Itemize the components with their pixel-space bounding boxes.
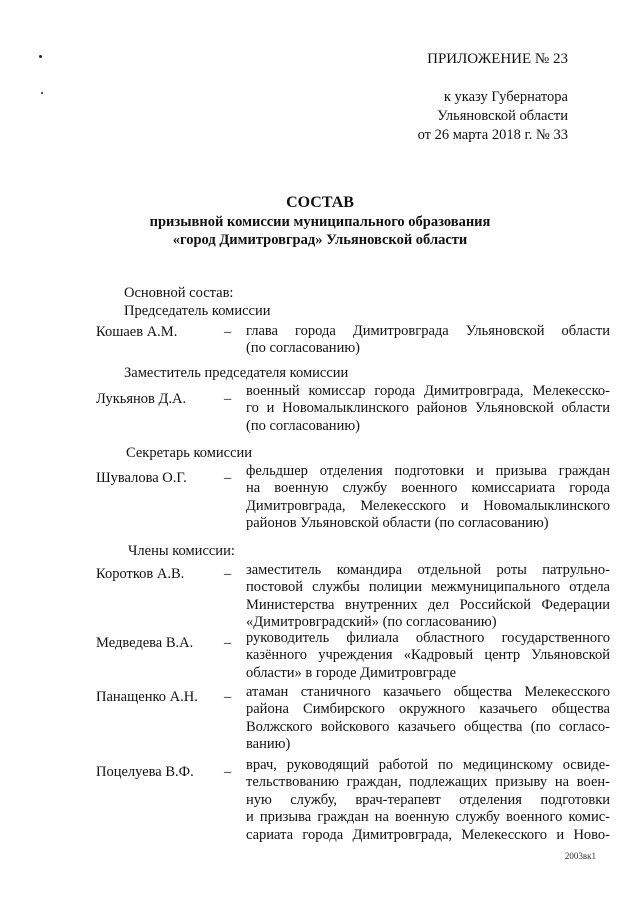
position-line: атаман станичного казачьего общества Мелекесского — [246, 684, 610, 700]
position-line: глава города Димитровграда Ульяновской области — [246, 323, 610, 339]
dash-separator: – — [224, 764, 232, 780]
position-line: военный комиссар города Димитровграда, Мелекесско- — [246, 383, 610, 399]
dash-separator: – — [224, 470, 232, 486]
position-line: врач, руководящий работой по медицинскому освиде- — [246, 757, 610, 773]
position-line: казённого учреждения «Кадровый центр Ульяновской — [246, 647, 610, 664]
position-line: сариата города Димитровграда, Мелекесского и Ново- — [246, 826, 610, 843]
scan-speck — [39, 55, 42, 58]
person-position — [246, 463, 610, 533]
position-line: района Симбирского окружного казачьего общества — [246, 701, 610, 718]
person-name: Кошаев А.М. — [96, 324, 178, 340]
person-position — [246, 562, 610, 632]
document-subtitle-line2: «город Димитровград» Ульяновской области — [172, 232, 468, 248]
appendix-number: ПРИЛОЖЕНИЕ № 23 — [427, 51, 568, 67]
position-line: области» в городе Димитровграде — [246, 664, 457, 681]
position-line: «Димитровградский» (по согласованию) — [246, 614, 497, 631]
section-members: Члены комиссии: — [128, 543, 235, 559]
person-position — [246, 684, 610, 754]
dash-separator: – — [224, 566, 232, 582]
dash-separator: – — [224, 635, 232, 651]
position-line: на военную службу военного комиссариата города — [246, 480, 610, 497]
position-line: (по согласованию) — [246, 417, 360, 434]
position-line: Димитровграда, Мелекесского и Новомалыклинского — [246, 497, 610, 514]
position-line: тельствованию граждан, подлежащих призыву на воен- — [246, 774, 610, 791]
person-position — [246, 630, 610, 682]
position-line: ванию) — [246, 736, 291, 753]
person-position — [246, 383, 610, 435]
document-title: СОСТАВ — [286, 194, 354, 211]
person-position — [246, 757, 610, 844]
person-position — [246, 323, 610, 358]
position-line: ную службу, врач-терапевт отделения подготовки — [246, 791, 610, 808]
position-line: Волжского войскового казачьего общества (по согласо- — [246, 718, 610, 735]
position-line: руководитель филиала областного государственного — [246, 630, 610, 646]
person-name: Шувалова О.Г. — [96, 470, 187, 486]
document-subtitle-line1: призывной комиссии муниципального образования — [149, 214, 491, 230]
position-line: районов Ульяновской области (по согласованию) — [246, 515, 549, 532]
scan-speck — [41, 92, 43, 94]
section-secretary: Секретарь комиссии — [126, 445, 253, 461]
position-line: го и Новомалыклинского районов Ульяновской области — [246, 400, 610, 417]
position-line: заместитель командира отдельной роты патрульно- — [246, 562, 610, 578]
position-line: постовой службы полиции межмуниципального отдела — [246, 579, 610, 596]
position-line: Министерства внутренних дел Российской Федерации — [246, 596, 610, 613]
person-name: Поцелуева В.Ф. — [96, 764, 194, 780]
person-name: Лукьянов Д.А. — [96, 391, 187, 407]
decree-region: Ульяновской области — [437, 108, 568, 124]
section-chairman: Председатель комиссии — [124, 303, 271, 319]
position-line: и призыва граждан на военную службу военного комис- — [246, 809, 610, 826]
document-code: 2003вк1 — [564, 851, 596, 861]
section-main-composition: Основной состав: — [124, 285, 234, 301]
person-name: Панащенко А.Н. — [96, 689, 198, 705]
dash-separator: – — [224, 324, 232, 340]
position-line: фельдшер отделения подготовки и призыва граждан — [246, 463, 610, 479]
dash-separator: – — [224, 689, 232, 705]
dash-separator: – — [224, 391, 232, 407]
decree-reference: к указу Губернатора — [443, 89, 568, 105]
decree-date: от 26 марта 2018 г. № 33 — [417, 127, 568, 143]
person-name: Коротков А.В. — [96, 566, 185, 582]
person-name: Медведева В.А. — [96, 635, 194, 651]
section-deputy-chairman: Заместитель председателя комиссии — [124, 365, 349, 381]
position-line: (по согласованию) — [246, 340, 360, 357]
